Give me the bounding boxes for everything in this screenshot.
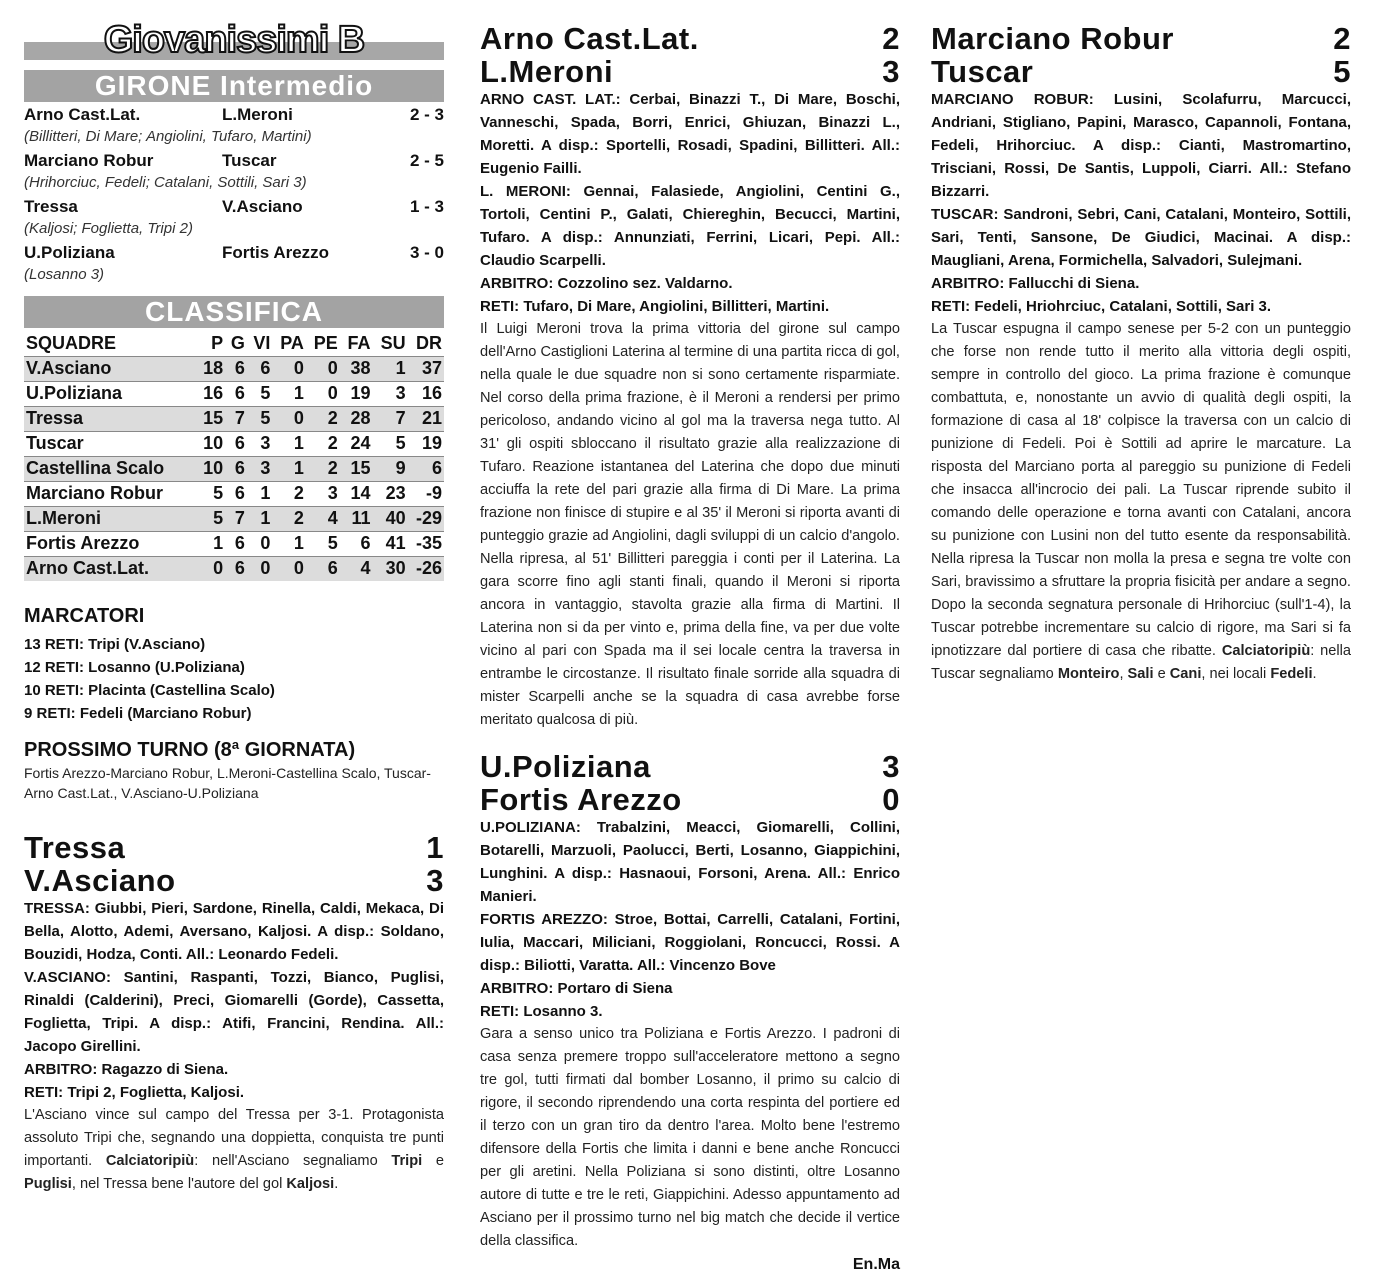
standings-team: Tressa <box>24 406 196 431</box>
section-title <box>24 20 444 62</box>
match-home-row <box>24 831 444 864</box>
match-away-team: Fortis Arezzo <box>480 782 682 817</box>
standings-cell: 6 <box>225 481 247 506</box>
standings-team: Castellina Scalo <box>24 456 196 481</box>
result-scorers: (Billitteri, Di Mare; Angiolini, Tufaro, Martini) <box>24 128 312 145</box>
col-header: SQUADRE <box>26 333 117 354</box>
girone-banner: GIRONE Intermedio <box>24 70 444 102</box>
standings-cell: 5 <box>247 381 272 406</box>
marcatori-item: 13 RETI: Tripi (V.Asciano) <box>24 636 206 653</box>
standings-team: Tuscar <box>24 431 196 456</box>
col-header: SU <box>380 333 406 354</box>
standings-cell: 6 <box>225 431 247 456</box>
standings-cell: 2 <box>272 506 306 531</box>
standings-row <box>24 481 444 506</box>
standings-cell: 16 <box>196 381 225 406</box>
match-away-team: L.Meroni <box>480 54 614 89</box>
results-list <box>24 104 444 286</box>
calcio-end: . <box>334 1176 339 1192</box>
calcio-player: Kaljosi <box>286 1176 335 1192</box>
standings-body <box>24 356 444 581</box>
calcio-conj: e <box>422 1153 445 1169</box>
calcio-player: Fedeli <box>1270 666 1313 682</box>
result-item <box>24 150 444 194</box>
standings-row <box>24 531 444 556</box>
column-left <box>24 18 444 1196</box>
standings-cell: 28 <box>340 406 373 431</box>
calcio-label: Calciatoripiù <box>105 1153 195 1169</box>
match-home-score: 1 <box>426 830 444 865</box>
result-home: Marciano Robur <box>24 151 154 170</box>
standings-cell: 4 <box>340 556 373 581</box>
standings-cell: -35 <box>408 531 444 556</box>
standings-cell: 10 <box>196 456 225 481</box>
result-score: 1 - 3 <box>409 197 444 216</box>
match-home-team: Tressa <box>24 830 126 865</box>
standings-cell: 14 <box>340 481 373 506</box>
standings-cell: 6 <box>306 556 340 581</box>
result-score: 3 - 0 <box>409 243 444 262</box>
calcio-player: Cani <box>1169 666 1202 682</box>
standings-cell: -26 <box>408 556 444 581</box>
standings-cell: 41 <box>372 531 407 556</box>
result-scorers: (Kaljosi; Foglietta, Tripi 2) <box>24 220 193 237</box>
col-header: P <box>211 333 224 354</box>
match-away-score: 3 <box>882 54 900 89</box>
home-lineup: MARCIANO ROBUR: Lusini, Scolafurru, Marcucci, Andriani, Stigliano, Papini, Marasco, Capannoli, Fontana, Fedeli, Hrihorciuc. A disp.: Cianti, Mastromartino, Trisciani, Rossi, De Santis, Luppoli, Ciarri. All.: Stefano Bizzarri. <box>931 91 1351 200</box>
standings-cell: 15 <box>196 406 225 431</box>
standings-team: V.Asciano <box>24 356 196 381</box>
result-item <box>24 196 444 240</box>
match-marciano <box>931 22 1351 686</box>
match-home-row <box>931 22 1351 55</box>
standings-cell: 7 <box>372 406 407 431</box>
standings-team: L.Meroni <box>24 506 196 531</box>
standings-cell: 6 <box>225 556 247 581</box>
standings-team: Fortis Arezzo <box>24 531 196 556</box>
prossimo-text: Fortis Arezzo-Marciano Robur, L.Meroni-Castellina Scalo, Tuscar-Arno Cast.Lat., V.Asciano-U.Poliziana <box>24 765 431 801</box>
match-away-row <box>480 783 900 816</box>
standings-cell: 6 <box>225 356 247 381</box>
away-lineup: L. MERONI: Gennai, Falasiede, Angiolini, Centini G., Tortoli, Centini P., Galati, Chiereghin, Becucci, Martini, Tufaro. A disp.: Annunziati, Ferrini, Licari, Pepi. All.: Claudio Scarpelli. <box>480 183 900 269</box>
result-item <box>24 104 444 148</box>
column-middle <box>480 22 900 1277</box>
match-report <box>931 318 1351 686</box>
marcatori-item: 9 RETI: Fedeli (Marciano Robur) <box>24 705 252 722</box>
calcio-text: , nel Tressa bene l'autore del gol <box>71 1176 287 1192</box>
standings-cell: 1 <box>272 456 306 481</box>
marcatori-item: 10 RETI: Placinta (Castellina Scalo) <box>24 682 275 699</box>
away-lineup: FORTIS AREZZO: Stroe, Bottai, Carrelli, Catalani, Fortini, Iulia, Maccari, Miliciani, Roggiolani, Roncucci, Rossi. A disp.: Biliotti, Varatta. All.: Vincenzo Bove <box>480 911 900 974</box>
standings-cell: 0 <box>272 356 306 381</box>
standings-cell: 1 <box>272 431 306 456</box>
calcio-player: Tripi <box>391 1153 423 1169</box>
standings-team: U.Poliziana <box>24 381 196 406</box>
standings-team: Arno Cast.Lat. <box>24 556 196 581</box>
result-score: 2 - 3 <box>409 105 444 124</box>
calcio-player: Monteiro <box>1057 666 1120 682</box>
match-poliziana <box>480 750 900 1277</box>
standings-table <box>24 332 444 581</box>
standings-row <box>24 381 444 406</box>
col-header: VI <box>253 333 271 354</box>
result-away: V.Asciano <box>222 197 303 216</box>
match-report <box>24 1104 444 1196</box>
result-away: Fortis Arezzo <box>222 243 330 262</box>
standings-cell: 18 <box>196 356 225 381</box>
standings-cell: 10 <box>196 431 225 456</box>
standings-cell: 2 <box>306 456 340 481</box>
match-report: Il Luigi Meroni trova la prima vittoria del girone sul campo dell'Arno Castiglioni Laterina al termine di una partita ricca di gol, nella quale le due squadre non si sono certamente risparmiate. Nel corso della prima frazione, è il Meroni a rendersi per primo pericoloso, andando vicino al gol ma la traversa nega tutto. Al 31' gli ospiti sbloccano il risultato grazie alla realizzazione di Tufaro. Reazione istantanea del Laterina che dopo due minuti acciuffa la rete del pari grazie alla firma di Di Mare. La prima frazione non finisce di stupire e al 35' il Meroni si riporta avanti di punteggio grazie ad Angiolini, dagli sviluppi di un calcio d'angolo. Nella ripresa, al 51' Billitteri pareggia i conti per il Laterina. La gara scorre fino agli stanti finali, quando il Meroni si riporta ancora in vantaggio, stavolta grazie alla firma di Martini. Il Laterina non si da per vinto e, prima della fine, va per due volte vicino al pari con Spada ma il sei locale centra la traversa in entrambe le circostanze. Il risultato finale sorride alla squadra di mister Scarpelli anche se la squadra di casa avrebbe forse meritato qualcosa di più. <box>480 321 900 728</box>
standings-cell: 3 <box>247 456 272 481</box>
match-arno <box>480 22 900 732</box>
standings-cell: 38 <box>340 356 373 381</box>
match-away-score: 5 <box>1333 54 1351 89</box>
standings-cell: 0 <box>196 556 225 581</box>
col-header: PA <box>280 333 304 354</box>
section-title-text: Giovanissimi B <box>103 19 365 61</box>
standings-row <box>24 506 444 531</box>
calcio-text: , nei locali <box>1201 666 1271 682</box>
reti: RETI: Fedeli, Hriohrciuc, Catalani, Sottili, Sari 3. <box>931 298 1272 315</box>
arbitro: ARBITRO: Portaro di Siena <box>480 980 673 997</box>
match-away-score: 3 <box>426 863 444 898</box>
standings-cell: 0 <box>247 556 272 581</box>
marcatori-item: 12 RETI: Losanno (U.Poliziana) <box>24 659 245 676</box>
standings-cell: 6 <box>247 356 272 381</box>
home-lineup: U.POLIZIANA: Trabalzini, Meacci, Giomarelli, Collini, Botarelli, Marzuoli, Paolucci, Berti, Losanno, Giappichini, Lunghini. A disp.: Hasnaoui, Forsoni, Arena. All.: Enrico Manieri. <box>480 819 900 905</box>
author-signature: En.Ma <box>852 1256 900 1273</box>
col-header: DR <box>416 333 442 354</box>
standings-cell: 16 <box>408 381 444 406</box>
result-row <box>24 196 444 218</box>
result-home: Arno Cast.Lat. <box>24 105 141 124</box>
standings-cell: 3 <box>306 481 340 506</box>
calcio-player: Puglisi <box>24 1176 72 1192</box>
marcatori-title: MARCATORI <box>24 605 145 627</box>
arbitro: ARBITRO: Cozzolino sez. Valdarno. <box>480 275 733 292</box>
standings-cell: 2 <box>272 481 306 506</box>
standings-cell: 6 <box>225 381 247 406</box>
report-text: La Tuscar espugna il campo senese per 5-2 con un punteggio che forse non rende tutto il merito alla vittoria degli ospiti, sempre in controllo del gioco. La prima frazione è comunque combattuta, e, nonostante un avvio di qualità degli ospiti, la formazione di casa al 18' colpisce la traversa con un calcio di punizione di Fedeli. Poi è Sottili ad aprire le marcature. La risposta del Marciano porta al pareggio su punizione di Fedeli che insacca all'incrocio dei pali. La Tuscar riprende subito il comando delle operazione e torna avanti con Catalani, ancora su punizione con Lusini non del tutto esente da responsabilità. Nella ripresa la Tuscar non molla la presa e segna tre volte con Sari, bravissimo a sfruttare la propria fisicità per andare a segno. Dopo la seconda segnatura personale di Hrihorciuc (sull'1-4), la Tuscar potrebbe incrementare su calcio di rigore, ma Sari si fa ipnotizzare dal portiere di casa che ribatte. <box>931 321 1351 659</box>
match-home-team: Arno Cast.Lat. <box>480 21 699 56</box>
away-lineup: TUSCAR: Sandroni, Sebri, Cani, Catalani, Monteiro, Sottili, Sari, Tenti, Sansone, De Giudici, Macinai. A disp.: Maugliani, Arena, Formichella, Salvadori, Sulejmani. <box>931 206 1351 269</box>
standings-cell: 1 <box>372 356 407 381</box>
standings-row <box>24 406 444 431</box>
away-lineup: V.ASCIANO: Santini, Raspanti, Tozzi, Bianco, Puglisi, Rinaldi (Calderini), Preci, Giomarelli (Gorde), Cassetta, Foglietta, Tripi. A disp.: Atifi, Francini, Rendina. All.: Jacopo Girellini. <box>24 969 444 1055</box>
standings-cell: 19 <box>408 431 444 456</box>
standings-row <box>24 431 444 456</box>
match-home-score: 3 <box>882 749 900 784</box>
marcatori-list <box>24 633 444 725</box>
col-header: G <box>230 333 245 354</box>
standings-cell: 1 <box>272 531 306 556</box>
standings-cell: 3 <box>247 431 272 456</box>
standings-cell: 40 <box>372 506 407 531</box>
classifica-banner: CLASSIFICA <box>24 296 444 328</box>
standings-team: Marciano Robur <box>24 481 196 506</box>
standings-cell: 5 <box>306 531 340 556</box>
standings-cell: 1 <box>196 531 225 556</box>
match-tressa <box>24 831 444 1196</box>
calcio-text: : nella Tuscar segnaliamo <box>931 643 1351 682</box>
standings-cell: 6 <box>408 456 444 481</box>
match-away-team: Tuscar <box>931 54 1034 89</box>
result-scorers: (Hrihorciuc, Fedeli; Catalani, Sottili, Sari 3) <box>24 174 307 191</box>
standings-cell: 1 <box>272 381 306 406</box>
calcio-conj: e <box>1153 666 1170 682</box>
calcio-label: Calciatoripiù <box>1221 643 1311 659</box>
standings-cell: 0 <box>306 356 340 381</box>
match-home-row <box>480 22 900 55</box>
standings-cell: 0 <box>247 531 272 556</box>
standings-cell: 24 <box>340 431 373 456</box>
home-lineup: TRESSA: Giubbi, Pieri, Sardone, Rinella, Caldi, Mekaca, Di Bella, Alotto, Ademi, Aversano, Kaljosi. A disp.: Soldano, Bouzidi, Hodza, Conti. All.: Leonardo Fedeli. <box>24 900 444 963</box>
result-home: Tressa <box>24 197 78 216</box>
reti: RETI: Tripi 2, Foglietta, Kaljosi. <box>24 1084 245 1101</box>
standings-cell: 30 <box>372 556 407 581</box>
match-away-row <box>24 864 444 897</box>
standings-cell: 5 <box>196 481 225 506</box>
result-scorers: (Losanno 3) <box>24 266 105 283</box>
standings-row <box>24 356 444 381</box>
standings-cell: 3 <box>372 381 407 406</box>
standings-cell: 7 <box>225 406 247 431</box>
standings-cell: 7 <box>225 506 247 531</box>
result-home: U.Poliziana <box>24 243 115 262</box>
column-right <box>931 22 1351 686</box>
standings-cell: 2 <box>306 431 340 456</box>
standings-cell: 11 <box>340 506 373 531</box>
calcio-end: . <box>1312 666 1317 682</box>
standings-cell: 9 <box>372 456 407 481</box>
standings-cell: 6 <box>225 531 247 556</box>
standings-row <box>24 456 444 481</box>
match-home-score: 2 <box>882 21 900 56</box>
result-away: L.Meroni <box>222 105 293 124</box>
standings-cell: -9 <box>408 481 444 506</box>
calcio-player: Sali <box>1127 666 1154 682</box>
match-away-row <box>480 55 900 88</box>
standings-cell: 23 <box>372 481 407 506</box>
standings-cell: 4 <box>306 506 340 531</box>
match-home-team: Marciano Robur <box>931 21 1174 56</box>
match-away-score: 0 <box>882 782 900 817</box>
result-row <box>24 104 444 126</box>
col-header: FA <box>347 333 371 354</box>
calcio-sep: , <box>1119 666 1128 682</box>
standings-cell: 0 <box>272 406 306 431</box>
home-lineup: ARNO CAST. LAT.: Cerbai, Binazzi T., Di Mare, Boschi, Vanneschi, Spada, Borri, Enrici, Ghiuzan, Binazzi L., Moretti. A disp.: Sportelli, Rosadi, Spadini, Billitteri. All.: Eugenio Failli. <box>480 91 900 177</box>
standings-cell: 1 <box>247 481 272 506</box>
result-row <box>24 242 444 264</box>
standings-cell: 5 <box>247 406 272 431</box>
match-home-row <box>480 750 900 783</box>
standings-cell: 37 <box>408 356 444 381</box>
match-report: Gara a senso unico tra Poliziana e Fortis Arezzo. I padroni di casa senza premere troppo sull'acceleratore mettono a segno tre gol, tutti firmati dal bomber Losanno, il primo su calcio di rigore, il secondo riprendendo una corta respinta del portiere ed il terzo con un gran tiro da dentro l'area. Molto bene l'estremo difensore della Fortis che limita i danni e bene anche Roncucci per gli aretini. Nella Poliziana si sono distinti, oltre Losanno autore di tutte e tre le reti, Giappichini. Adesso appuntamento ad Asciano per il prossimo turno nel big match che decide il vertice della classifica. <box>480 1026 900 1249</box>
prossimo-title: PROSSIMO TURNO (8ª GIORNATA) <box>24 739 356 761</box>
standings-cell: 0 <box>306 381 340 406</box>
standings-cell: 5 <box>196 506 225 531</box>
standings-row <box>24 556 444 581</box>
reti: RETI: Losanno 3. <box>480 1003 603 1020</box>
result-item <box>24 242 444 286</box>
report-text: L'Asciano vince sul campo del Tressa per 3-1. Protagonista assoluto Tripi che, segnando una doppietta, conquista tre punti importanti. <box>24 1107 444 1169</box>
standings-cell: -29 <box>408 506 444 531</box>
standings-cell: 1 <box>247 506 272 531</box>
arbitro: ARBITRO: Ragazzo di Siena. <box>24 1061 229 1078</box>
result-away: Tuscar <box>222 151 277 170</box>
calcio-text: : nell'Asciano segnaliamo <box>194 1153 392 1169</box>
reti: RETI: Tufaro, Di Mare, Angiolini, Billitteri, Martini. <box>480 298 830 315</box>
standings-cell: 21 <box>408 406 444 431</box>
match-away-row <box>931 55 1351 88</box>
standings-cell: 5 <box>372 431 407 456</box>
arbitro: ARBITRO: Fallucchi di Siena. <box>931 275 1140 292</box>
col-header: PE <box>313 333 338 354</box>
match-home-team: U.Poliziana <box>480 749 651 784</box>
result-row <box>24 150 444 172</box>
standings-cell: 15 <box>340 456 373 481</box>
standings-cell: 6 <box>340 531 373 556</box>
standings-cell: 19 <box>340 381 373 406</box>
standings-cell: 0 <box>272 556 306 581</box>
standings-cell: 2 <box>306 406 340 431</box>
standings-header-row <box>24 332 444 356</box>
match-home-score: 2 <box>1333 21 1351 56</box>
result-score: 2 - 5 <box>409 151 444 170</box>
match-away-team: V.Asciano <box>24 863 176 898</box>
standings-cell: 6 <box>225 456 247 481</box>
